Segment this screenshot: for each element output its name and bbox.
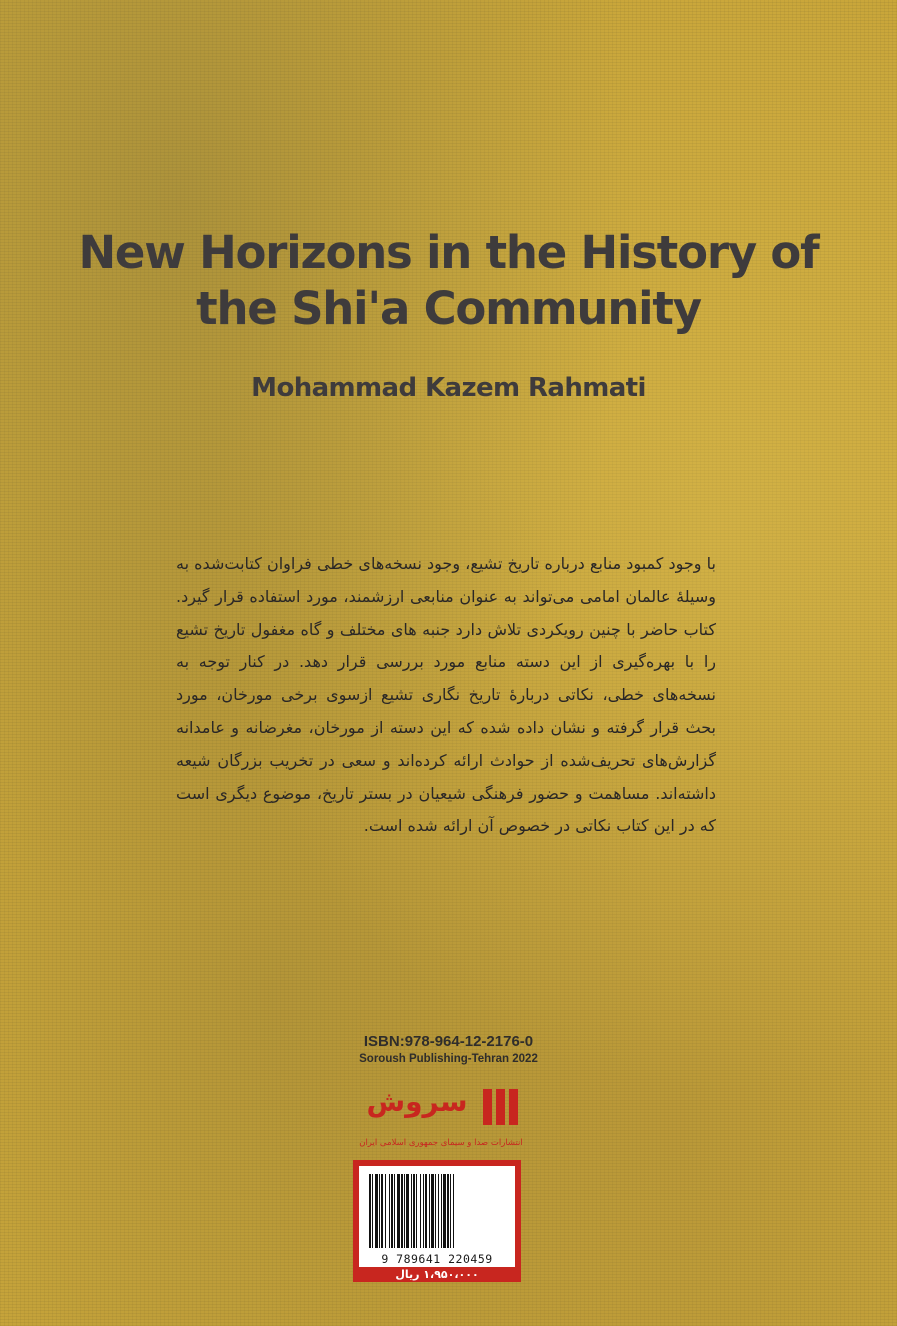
author-name: Mohammad Kazem Rahmati [251, 373, 646, 403]
barcode-number: 9 789641 220459 [381, 1252, 493, 1266]
publisher-logo [357, 1083, 525, 1153]
barcode-bar [431, 1174, 434, 1248]
barcode-bar [389, 1174, 390, 1248]
barcode-bar [413, 1174, 415, 1248]
barcode-bar [416, 1174, 417, 1248]
barcode-bar [375, 1174, 378, 1248]
barcode-bar [425, 1174, 427, 1248]
isbn-text: ISBN:978-964-12-2176-0 [363, 1033, 534, 1050]
title-line-2: the Shi'a Community [196, 282, 701, 335]
price-tag: ۱،۹۵۰،۰۰۰ ریال [353, 1267, 521, 1282]
barcode-bar [438, 1174, 439, 1248]
barcode-bar [420, 1174, 421, 1248]
back-cover-blurb: با وجود کمبود منابع درباره تاریخ تشیع، وجود نسخه‌های خطی فراوان کتابت‌شده به وسیلهٔ عالمان امامی می‌تواند به عنوان منابعی ارزشمند، مورد استفاده قرار گیرد. کتاب حاضر با چنین رویکردی تلاش دارد جنبه های مختلف و گاه مغفول تاریخ تشیع را با بهره‌گیری از این دسته منابع مورد بررسی قرار دهد. در کنار توجه به نسخه‌های خطی، نکاتی دربارهٔ تاریخ نگاری تشیع ازسوی برخی مورخان، مورد بحث قرار گرفته و نشان داده شده که این دسته از مورخان، مغرضانه و عامدانه گزارش‌های تحریف‌شده از حوادث ارائه کرده‌اند و سعی در تخریب بزرگان شیعه داشته‌اند. مساهمت و حضور فرهنگی شیعیان در بستر تاریخ، موضوع دیگری است که در این کتاب نکاتی در خصوص آن ارائه شده است. [176, 554, 716, 836]
publisher-logo-tagline: انتشارات صدا و سیمای جمهوری اسلامی ایران [359, 1138, 523, 1148]
publisher-logo-name: سروش [366, 1085, 468, 1118]
barcode-bar [391, 1174, 393, 1248]
barcode-bar [385, 1174, 386, 1248]
barcode-bar [379, 1174, 380, 1248]
book-title [60, 225, 837, 337]
barcode-bar [397, 1174, 400, 1248]
barcode-bar [381, 1174, 383, 1248]
barcode-bar [429, 1174, 430, 1248]
barcode-bar [423, 1174, 424, 1248]
barcode-bar [435, 1174, 436, 1248]
title-line-1: New Horizons in the History of [78, 226, 819, 279]
barcode-bar [404, 1174, 405, 1248]
barcode-bar [372, 1174, 373, 1248]
barcode-bar [441, 1174, 442, 1248]
barcode-bar [453, 1174, 454, 1248]
barcode-icon [365, 1172, 509, 1252]
soroush-bars-icon [481, 1089, 521, 1125]
barcode-bar [394, 1174, 395, 1248]
barcode-label [353, 1160, 521, 1282]
publisher-imprint: Soroush Publishing-Tehran 2022 [359, 1053, 538, 1065]
barcode-bar [401, 1174, 403, 1248]
barcode-bar [443, 1174, 446, 1248]
barcode-bar [450, 1174, 451, 1248]
barcode-bar [411, 1174, 412, 1248]
barcode-bar [406, 1174, 409, 1248]
barcode-bar [369, 1174, 371, 1248]
barcode-bar [447, 1174, 449, 1248]
